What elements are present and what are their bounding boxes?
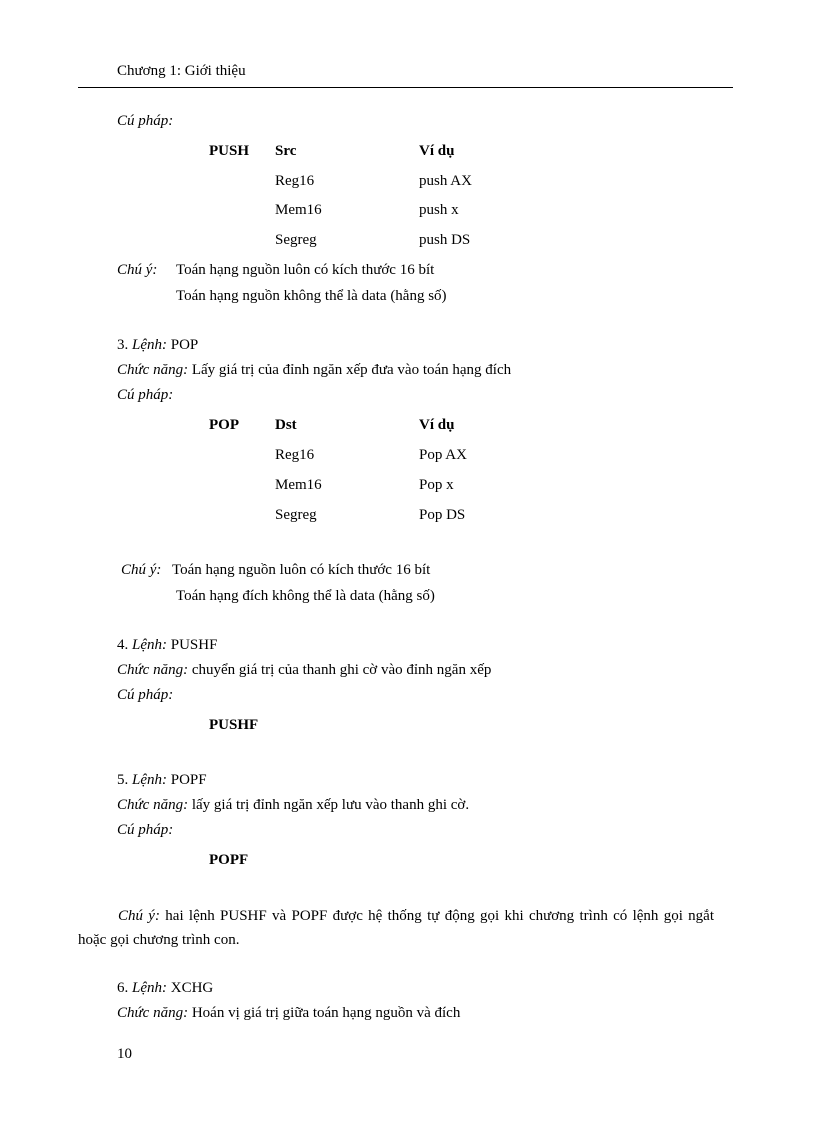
pop-mnemonic: POP (209, 417, 239, 433)
pushf-command-line (117, 636, 217, 654)
pushf-syntax-label: Cú pháp: (117, 687, 174, 703)
push-example-header: Ví dụ (419, 143, 455, 159)
pop-function-line (117, 361, 511, 379)
push-syntax-label: Cú pháp: (117, 113, 174, 129)
pushf-cmd: PUSHF (170, 637, 218, 653)
pushf-func-label: Chức năng: (117, 662, 189, 678)
pop-number: 3. (117, 337, 129, 353)
xchg-cmd-label: Lệnh: (132, 980, 167, 996)
page-number: 10 (117, 1046, 132, 1062)
popf-syntax: POPF (209, 852, 249, 868)
push-operand-cell: Segreg (275, 232, 317, 248)
popf-function-line (117, 796, 469, 814)
push-operand-header: Src (275, 143, 297, 159)
popf-number: 5. (117, 772, 129, 788)
pushf-function-line (117, 661, 491, 679)
pushf-cmd-label: Lệnh: (132, 637, 167, 653)
push-note-line: Toán hạng nguồn luôn có kích thước 16 bít (176, 262, 435, 278)
pop-note-line: Toán hạng đích không thể là data (hằng số) (176, 588, 435, 604)
pop-func: Lấy giá trị của đỉnh ngăn xếp đưa vào toán hạng đích (191, 362, 512, 378)
pop-note-line: Toán hạng nguồn luôn có kích thước 16 bít (172, 562, 431, 578)
popf-syntax-label: Cú pháp: (117, 822, 174, 838)
pop-cmd: POP (170, 337, 199, 353)
pushf-func: chuyển giá trị của thanh ghi cờ vào đỉnh ngăn xếp (191, 662, 492, 678)
pop-operand-header: Dst (275, 417, 297, 433)
general-note-label: Chú ý: (118, 908, 160, 924)
xchg-command-line (117, 979, 213, 997)
popf-cmd: POPF (170, 772, 207, 788)
pop-operand-cell: Mem16 (275, 477, 322, 493)
pop-example-header: Ví dụ (419, 417, 455, 433)
push-mnemonic: PUSH (209, 143, 250, 159)
popf-func: lấy giá trị đỉnh ngăn xếp lưu vào thanh ghi cờ. (191, 797, 470, 813)
pop-note-label: Chú ý: (121, 562, 162, 578)
popf-command-line (117, 771, 207, 789)
xchg-cmd: XCHG (170, 980, 214, 996)
push-example-cell: push x (419, 202, 459, 218)
xchg-func-label: Chức năng: (117, 1005, 189, 1021)
xchg-func: Hoán vị giá trị giữa toán hạng nguồn và đích (191, 1005, 461, 1021)
popf-cmd-label: Lệnh: (132, 772, 167, 788)
chapter-header: Chương 1: Giới thiệu (117, 63, 246, 79)
popf-func-label: Chức năng: (117, 797, 189, 813)
pop-example-cell: Pop AX (419, 447, 467, 463)
pushf-number: 4. (117, 637, 129, 653)
pop-example-cell: Pop x (419, 477, 454, 493)
push-example-cell: push AX (419, 173, 472, 189)
pushf-popf-note-paragraph (78, 904, 714, 952)
push-example-cell: push DS (419, 232, 471, 248)
push-note-line: Toán hạng nguồn không thể là data (hằng số) (176, 288, 447, 304)
header-rule (78, 87, 733, 88)
pushf-syntax: PUSHF (209, 717, 259, 733)
pop-operand-cell: Segreg (275, 507, 317, 523)
pop-example-cell: Pop DS (419, 507, 466, 523)
pop-command-line (117, 336, 198, 354)
pop-operand-cell: Reg16 (275, 447, 315, 463)
pop-cmd-label: Lệnh: (132, 337, 167, 353)
push-operand-cell: Mem16 (275, 202, 322, 218)
push-note-label: Chú ý: (117, 262, 158, 278)
pop-func-label: Chức năng: (117, 362, 189, 378)
push-operand-cell: Reg16 (275, 173, 315, 189)
xchg-number: 6. (117, 980, 129, 996)
pop-syntax-label: Cú pháp: (117, 387, 174, 403)
general-note-text: hai lệnh PUSHF và POPF được hệ thống tự động gọi khi chương trình có lệnh gọi ngắt hoặc gọi chương trình con. (78, 908, 715, 948)
xchg-function-line (117, 1004, 460, 1022)
